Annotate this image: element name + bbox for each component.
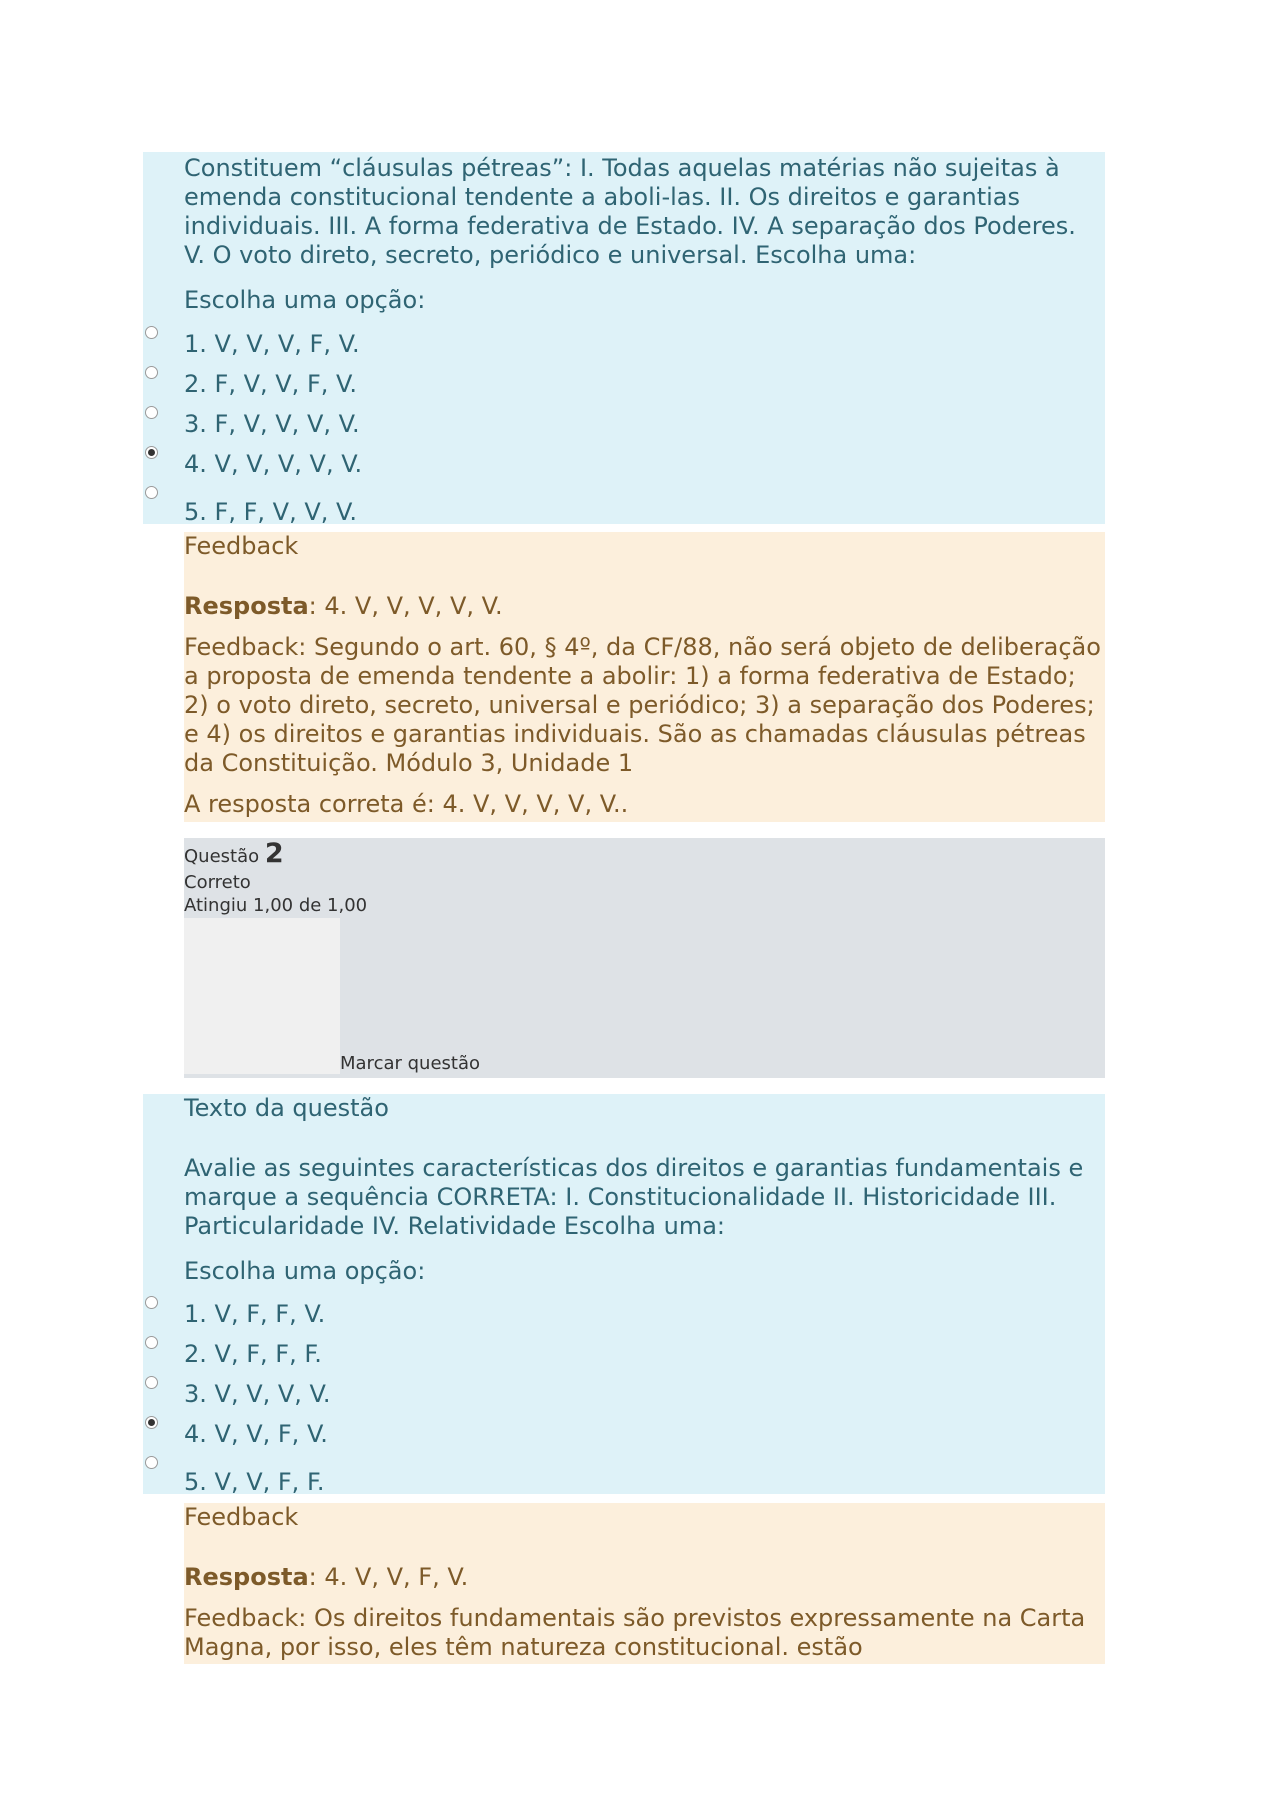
radio-button-checked-icon[interactable] [145, 1416, 158, 1429]
option-label: 1. V, F, F, V. [184, 1300, 326, 1328]
question-2-heading: Texto da questão [184, 1094, 389, 1122]
radio-button-checked-icon[interactable] [145, 446, 158, 459]
flag-area [184, 918, 340, 1074]
question-grade: Atingiu 1,00 de 1,00 [184, 895, 368, 916]
answer-label: Resposta [184, 592, 309, 620]
feedback-title: Feedback [184, 1503, 299, 1531]
radio-button-icon[interactable] [145, 1296, 158, 1309]
question-1-text: Constituem “cláusulas pétreas”: I. Todas aquelas matérias não sujeitas à emenda constitucional tendente a aboli-las. II. Os direitos e garantias individuais. III. A forma federativa de Estado. IV. A separação dos Poderes. V. O voto direto, secreto, periódico e universal. Escolha uma: [184, 154, 1076, 269]
option-label: 1. V, V, V, F, V. [184, 330, 360, 358]
question-number-value: 2 [264, 838, 284, 869]
feedback-title: Feedback [184, 532, 299, 560]
question-1-option-5[interactable] [143, 484, 1105, 526]
option-label: 5. F, F, V, V, V. [184, 498, 357, 526]
option-label: 4. V, V, F, V. [184, 1420, 328, 1448]
question-number [184, 838, 284, 869]
option-label: 3. F, V, V, V, V. [184, 410, 360, 438]
question-2-option-4[interactable] [143, 1414, 1105, 1448]
option-label: 3. V, V, V, V. [184, 1380, 331, 1408]
question-2-info [184, 838, 1105, 1078]
feedback-text: Feedback: Segundo o art. 60, § 4º, da CF/88, não será objeto de deliberação a proposta de emenda tendente a abolir: 1) a forma federativa de Estado; 2) o voto direto, secreto, universal e periódico; 3) a separação dos Poderes; e 4) os direitos e garantias individuais. São as chamadas cláusulas pétreas da Constituição. Módulo 3, Unidade 1 [184, 633, 1101, 777]
answer-label: Resposta [184, 1563, 309, 1591]
question-1-prompt: Escolha uma opção: [184, 286, 426, 314]
radio-button-icon[interactable] [145, 1336, 158, 1349]
question-2-option-2[interactable] [143, 1334, 1105, 1368]
question-1-option-4[interactable] [143, 444, 1105, 478]
question-status: Correto [184, 872, 251, 893]
question-2-option-1[interactable] [143, 1294, 1105, 1328]
radio-button-icon[interactable] [145, 366, 158, 379]
answer-value: : 4. V, V, V, V, V. [308, 592, 503, 620]
radio-button-icon[interactable] [145, 486, 158, 499]
option-label: 4. V, V, V, V, V. [184, 450, 363, 478]
question-1-option-3[interactable] [143, 404, 1105, 438]
question-2-feedback [184, 1503, 1105, 1664]
radio-button-icon[interactable] [145, 406, 158, 419]
flag-question-link[interactable]: Marcar questão [340, 1053, 481, 1074]
question-2-text: Avalie as seguintes características dos direitos e garantias fundamentais e marque a sequência CORRETA: I. Constitucionalidade II. Historicidade III. Particularidade IV. Relatividade Escolha uma: [184, 1154, 1084, 1240]
feedback-answer [184, 1563, 1105, 1592]
answer-value: : 4. V, V, F, V. [308, 1563, 469, 1591]
option-label: 2. V, F, F, F. [184, 1340, 322, 1368]
question-2-prompt: Escolha uma opção: [184, 1257, 426, 1285]
radio-button-icon[interactable] [145, 1376, 158, 1389]
feedback-text: Feedback: Os direitos fundamentais são previstos expressamente na Carta Magna, por isso, eles têm natureza constitucional. estão [184, 1604, 1086, 1661]
option-label: 2. F, V, V, F, V. [184, 370, 357, 398]
question-1-feedback [184, 532, 1105, 822]
radio-button-icon[interactable] [145, 1456, 158, 1469]
radio-button-icon[interactable] [145, 326, 158, 339]
question-2-option-5[interactable] [143, 1454, 1105, 1496]
question-1-option-2[interactable] [143, 364, 1105, 398]
option-label: 5. V, V, F, F. [184, 1468, 325, 1496]
question-1-text-box [143, 152, 1105, 524]
feedback-correct-answer: A resposta correta é: 4. V, V, V, V, V.. [184, 790, 629, 818]
feedback-answer [184, 592, 1105, 621]
question-2-option-3[interactable] [143, 1374, 1105, 1408]
question-2-text-box [143, 1094, 1105, 1494]
question-label: Questão [184, 846, 260, 867]
question-1-option-1[interactable] [143, 324, 1105, 358]
